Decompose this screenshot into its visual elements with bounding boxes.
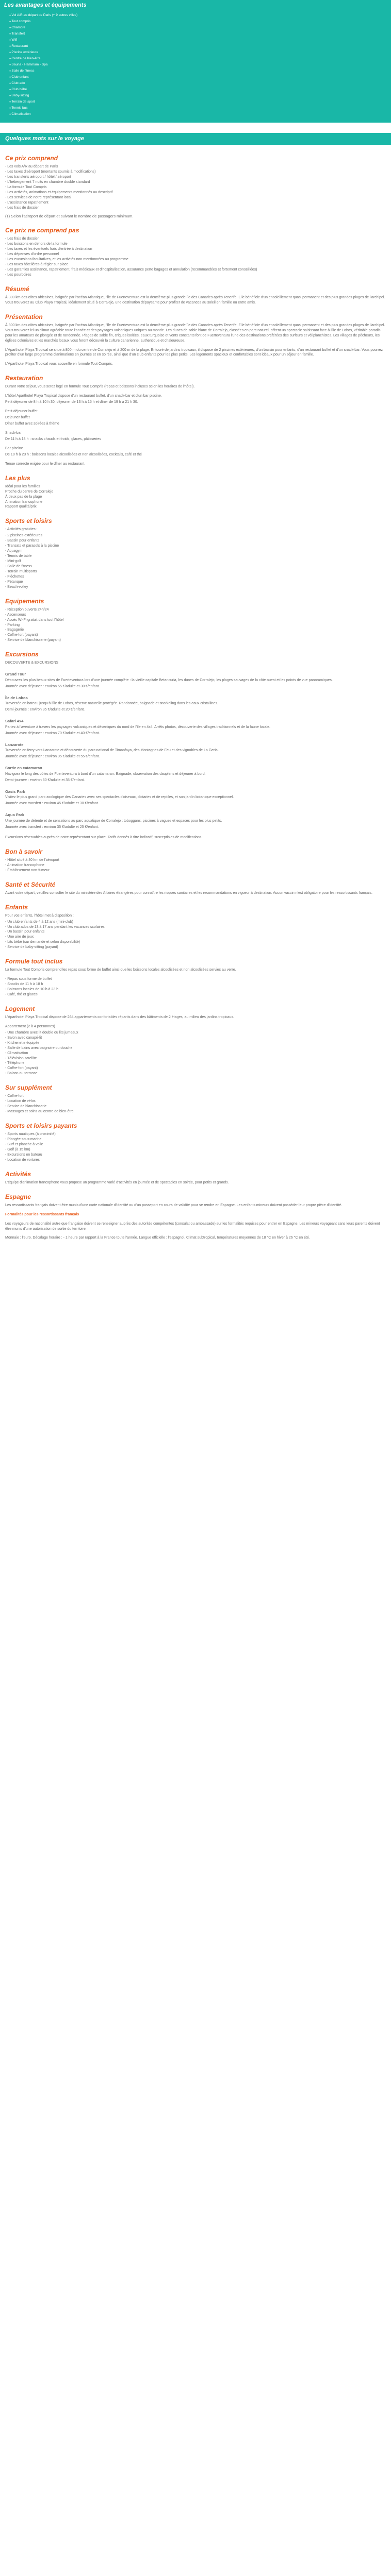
list-item: - Une aire de jeux — [5, 935, 34, 939]
supplements-title: Sur supplément — [5, 1084, 52, 1092]
excursion-price: Journée avec déjeuner : environ 55 €/adulte et 30 €/enfant. — [5, 684, 100, 688]
list-item: - Un bassin pour enfants — [5, 930, 45, 934]
amenity-item: ● Chambre — [9, 25, 382, 31]
accommodation-list — [5, 1030, 386, 1076]
good-to-know-title: Bon à savoir — [5, 848, 43, 855]
spain-title: Espagne — [5, 1193, 31, 1200]
list-item: - Fléchettes — [5, 574, 24, 579]
restauration-note: Tenue correcte exigée pour le dîner au restaurant. — [5, 462, 86, 466]
list-item: - Télévision satellite — [5, 1056, 37, 1060]
excursions-heading: DÉCOUVERTE & EXCURSIONS — [5, 661, 59, 665]
list-item: - La formule Tout Compris — [5, 185, 47, 189]
list-item: - Accès Wi-Fi gratuit dans tout l'hôtel — [5, 618, 64, 622]
excursion-item — [5, 696, 386, 713]
excursion-text: Traversée en bateau jusqu'à l'île de Lobos, réserve naturelle protégée. Randonnée, baignade et snorkeling dans les eaux cristallines. — [5, 702, 218, 706]
spain-text-3: Monnaie : l'euro. Décalage horaire : - 1 heure par rapport à la France toute l'année. Langue officielle : l'espagnol. Climat subtropical, températures moyennes de 18 °C en hiver à 26 °C en été. — [5, 1236, 310, 1240]
supplements-list — [5, 1094, 386, 1114]
list-item: - L'hébergement 7 nuits en chambre double standard — [5, 180, 90, 184]
list-item: - Repas sous forme de buffet — [5, 977, 52, 981]
children-list — [5, 920, 386, 951]
good-to-know-list — [5, 858, 386, 873]
restauration-breakfast: Petit déjeuner buffet — [5, 410, 38, 414]
plus-title: Les plus — [5, 474, 30, 482]
excursion-price: Demi-journée : environ 35 €/adulte et 20 €/enfant. — [5, 708, 85, 712]
plus-list — [5, 484, 386, 510]
list-item: - Snacks de 11 h à 18 h — [5, 982, 43, 987]
list-item: - Climatisation — [5, 1051, 28, 1055]
spain-text-2: Les voyageurs de nationalité autre que française doivent se renseigner auprès des autorités compétentes (consulat ou ambassade) sur les formalités requises pour entrer en Espagne. Les mineurs voyageant sans leurs parents doivent être munis d'une autorisation de sortie du territoire. — [5, 1222, 380, 1231]
list-item: - Service de blanchisserie (payant) — [5, 638, 61, 642]
excursion-item — [5, 719, 386, 736]
amenity-item: ● Baby-sitting — [9, 93, 382, 99]
list-item: - Un club ados de 13 à 17 ans pendant les vacances scolaires — [5, 925, 105, 929]
list-item: - Aquagym — [5, 549, 23, 553]
excursion-price: Journée avec transfert : environ 35 €/adulte et 25 €/enfant. — [5, 825, 99, 829]
list-item: - Location de voitures — [5, 1158, 40, 1162]
list-item: - Coffre-fort (payant) — [5, 1066, 38, 1071]
excursion-title: Oasis Park — [5, 789, 25, 794]
list-item: Proche du centre de Corralejo — [5, 489, 54, 494]
amenity-item: ● Centre de bien-être — [9, 56, 382, 62]
activities-title: Activités — [5, 1170, 31, 1178]
restauration-title: Restauration — [5, 375, 43, 382]
excursions-list — [5, 672, 386, 830]
excursion-title: Sortie en catamaran — [5, 766, 42, 771]
amenity-item: ● Restaurant — [9, 43, 382, 49]
list-item: - Boissons locales de 10 h à 23 h — [5, 988, 59, 992]
list-item: - Salle de fitness — [5, 565, 32, 569]
sports-title: Sports et loisirs — [5, 517, 52, 525]
list-item: - Les dépenses d'ordre personnel — [5, 252, 59, 257]
pool-bar-line: De 10 h à 23 h : boissons locales alcoolisées et non alcoolisées, cocktails, café et thé — [5, 452, 142, 456]
list-item: - Terrain multisports — [5, 569, 37, 573]
list-item: Animation francophone — [5, 500, 42, 504]
list-item: - 2 piscines extérieures — [5, 534, 42, 538]
list-item: - Ascenseurs — [5, 613, 26, 617]
excursion-item — [5, 812, 386, 830]
spain-formalities: Formalités pour les ressortissants français — [5, 1212, 79, 1216]
all-inclusive-text: La formule Tout Compris comprend les repas sous forme de buffet ainsi que les boissons locales alcoolisées et non alcoolisées servies au verre. — [5, 968, 236, 972]
list-item: - Un club enfants de 4 à 12 ans (mini-club) — [5, 920, 73, 924]
amenity-item: ● Club ado — [9, 80, 382, 87]
children-intro: Pour vos enfants, l'hôtel met à disposition : — [5, 913, 74, 918]
list-item: - Établissement non-fumeur — [5, 868, 50, 872]
amenity-item: ● Club enfant — [9, 74, 382, 80]
restauration-line-2: Petit déjeuner de 8 h à 10 h 30, déjeuner de 13 h à 15 h et dîner de 19 h à 21 h 30. — [5, 400, 138, 404]
children-title: Enfants — [5, 903, 28, 911]
list-item: - Les taxes et les éventuels frais d'entrée à destination — [5, 247, 92, 251]
list-item: Rapport qualité/prix — [5, 505, 37, 509]
list-item: - Les garanties assistance, rapatriement, frais médicaux et d'hospitalisation, assurance perte bagages et annulation (recommandées et fortement conseillées) — [5, 267, 257, 272]
list-item: - Tennis de table — [5, 554, 32, 558]
excursion-item — [5, 766, 386, 783]
list-item: - Salle de bains avec baignoire ou douche — [5, 1046, 73, 1050]
amenity-item: ● Transfert — [9, 31, 382, 37]
equipment-list — [5, 607, 386, 643]
list-item: - Service de blanchisserie — [5, 1105, 47, 1109]
amenity-item: ● Salle de fitness — [9, 68, 382, 74]
amenity-item: ● Sauna - Hammam - Spa — [9, 62, 382, 68]
paid-activities-title: Sports et loisirs payants — [5, 1122, 77, 1130]
list-item: - Location de vélos — [5, 1099, 36, 1104]
list-item: - Les activités, animations et équipements mentionnés au descriptif — [5, 190, 113, 194]
accommodation-details-title: Appartement (2 à 4 personnes) — [5, 1024, 55, 1028]
list-item: - Réception ouverte 24h/24 — [5, 607, 49, 612]
list-item: - Beach-volley — [5, 585, 28, 589]
all-inclusive-title: Formule tout inclus — [5, 958, 63, 965]
summary-text: À 300 km des côtes africaines, baignée par l'océan Atlantique, l'île de Fuerteventura est la deuxième plus grande île des Canaries après Tenerife. Elle bénéficie d'un ensoleillement quasi permanent et des plus grandes plages de l'archipel. Vous trouverez au Club Playa Tropical, idéalement situé à Corralejo, une destination dépaysante pour profiter de vacances au soleil en famille ou entre amis. — [5, 295, 385, 304]
excursion-title: Île de Lobos — [5, 695, 28, 700]
list-item: - Les pourboires — [5, 273, 31, 277]
list-item: - Les taxes d'aéroport (montants soumis à modifications) — [5, 170, 96, 174]
list-item: - Massages et soins au centre de bien-être — [5, 1110, 74, 1114]
excursion-item — [5, 789, 386, 807]
list-item: - Les frais de dossier — [5, 206, 39, 210]
list-item: - Transats et parasols à la piscine — [5, 544, 59, 548]
list-item: - Kitchenette équipée — [5, 1041, 40, 1045]
list-item: - L'assistance rapatriement — [5, 200, 48, 205]
sports-intro: - Activités gratuites : — [5, 528, 38, 532]
amenity-item: ● Club bébé — [9, 87, 382, 93]
price-includes-note: (1) Selon l'aéroport de départ et suivant le nombre de passagers minimum. — [5, 213, 134, 218]
paid-activities-list — [5, 1132, 386, 1163]
list-item: - Golf (à 15 km) — [5, 1147, 30, 1151]
summary-title: Résumé — [5, 285, 29, 293]
excursion-text: Partez à l'aventure à travers les paysages volcaniques et désertiques du nord de l'île en 4x4. Arrêts photos, découverte des villages traditionnels et de la faune locale. — [5, 725, 270, 729]
presentation-text-1: À 300 km des côtes africaines, baignée par l'océan Atlantique, l'île de Fuerteventura est la deuxième plus grande île des Canaries après Tenerife. Elle bénéficie d'un ensoleillement quasi permanent et des plus grandes plages de l'archipel. Vous trouverez ici un climat agréable toute l'année et des paysages volcaniques uniques au monde. Les dunes de sable blanc de Corralejo, classées en parc naturel, offrent un spectacle saisissant face à l'île de Lobos, véritable paradis pour les amateurs de plongée et de randonnée. Plages de sable fin, criques isolées, eaux turquoise et vents constants font de Fuerteventura l'une des destinations préférées des surfeurs et véliplanchistes. Les villages de pêcheurs, les églises coloniales et les marchés locaux vous feront découvrir la culture canarienne, authentique et chaleureuse. — [5, 323, 385, 343]
list-item: - Bassin pour enfants — [5, 539, 40, 543]
excursion-title: Grand Tour — [5, 672, 26, 677]
price-includes-title: Ce prix comprend — [5, 155, 58, 162]
excursion-price: Journée avec transfert : environ 45 €/adulte et 30 €/enfant. — [5, 802, 99, 806]
excursion-text: Visitez le plus grand parc zoologique des Canaries avec ses spectacles d'oiseaux, d'otaries et de reptiles, et son jardin botanique exceptionnel. — [5, 795, 234, 800]
excursion-title: Lanzarote — [5, 742, 24, 747]
all-inclusive-list — [5, 977, 386, 997]
amenity-item: ● Piscine extérieure — [9, 49, 382, 56]
equipment-title: Equipements — [5, 597, 44, 605]
list-item: - Hôtel situé à 40 km de l'aéroport — [5, 858, 59, 862]
health-title: Santé et Sécurité — [5, 880, 56, 888]
amenity-item: ● Tout compris — [9, 19, 382, 25]
price-excludes-list — [5, 236, 386, 278]
list-item: - Café, thé et glaces — [5, 993, 38, 996]
accommodation-text: L'Aparthotel Playa Tropical dispose de 264 appartements confortables répartis dans des bâtiments de 2 étages, au milieu des jardins tropicaux. — [5, 1015, 234, 1019]
amenities-list — [0, 11, 391, 123]
list-item: - Service de baby-sitting (payant) — [5, 945, 58, 950]
excursion-title: Aqua Park — [5, 812, 25, 818]
list-item: - Surf et planche à voile — [5, 1142, 43, 1146]
amenities-band — [0, 0, 391, 123]
list-item: - Plongée sous-marine — [5, 1138, 42, 1142]
list-item: - Les boissons en dehors de la formule — [5, 242, 68, 246]
accommodation-title: Logement — [5, 1005, 35, 1012]
list-item: - Téléphone — [5, 1061, 25, 1065]
excursion-text: Traversée en ferry vers Lanzarote et découverte du parc national de Timanfaya, des Montagnes de Feu et des vignobles de La Geria. — [5, 749, 219, 753]
list-item: - Les services de notre représentant local — [5, 195, 72, 199]
list-item: - Pétanque — [5, 580, 23, 584]
restauration-lunch: Déjeuner buffet — [5, 416, 30, 420]
sports-list — [5, 533, 386, 589]
list-item: - Bagagerie — [5, 628, 24, 632]
restauration-intro: Durant votre séjour, vous serez logé en formule Tout Compris (repas et boissons incluses selon les horaires de l'hôtel). — [5, 385, 195, 389]
pool-bar-title: Bar piscine — [5, 446, 23, 450]
list-item: - Les transferts aéroport / hôtel / aéroport — [5, 175, 71, 179]
spain-text: Les ressortissants français doivent être munis d'une carte nationale d'identité ou d'un passeport en cours de validité pour se rendre en Espagne. Les enfants mineurs doivent posséder leur propre pièce d'identité. — [5, 1203, 343, 1207]
list-item: - Excursions en bateau — [5, 1153, 42, 1157]
list-item: - Les frais de dossier — [5, 237, 39, 241]
restauration-dinner: Dîner buffet avec soirées à thème — [5, 422, 59, 426]
amenities-title: Les avantages et équipements — [4, 2, 87, 8]
amenity-item: ● Vol A/R au départ de Paris (+ 9 autres villes) — [9, 12, 382, 19]
excursion-text: Naviguez le long des côtes de Fuerteventura à bord d'un catamaran. Baignade, observation des dauphins et déjeuner à bord. — [5, 772, 206, 776]
snack-bar-title: Snack-bar — [5, 431, 22, 435]
excursion-text: Découvrez les plus beaux sites de Fuerteventura lors d'une journée complète : la vieille capitale Betancuria, les dunes de Corralejo, les plages sauvages de la côte ouest et les points de vue panoramiques. — [5, 678, 333, 682]
excursion-item — [5, 742, 386, 760]
amenity-item: ● Wifi — [9, 37, 382, 43]
restauration-line-1: L'hôtel Aparthotel Playa Tropical dispose d'un restaurant buffet, d'un snack-bar et d'un bar piscine. — [5, 394, 162, 398]
excursion-item — [5, 672, 386, 689]
list-item: - Parking — [5, 623, 20, 627]
list-item: - Animation francophone — [5, 863, 44, 867]
excursions-note: Excursions réservables auprès de notre représentant sur place. Tarifs donnés à titre indicatif, susceptibles de modifications. — [5, 835, 203, 839]
list-item: - Salon avec canapé-lit — [5, 1036, 42, 1040]
amenity-item: ● Climatisation — [9, 111, 382, 117]
activities-text: L'équipe d'animation francophone vous propose un programme varié d'activités en journée et de spectacles en soirée, pour petits et grands. — [5, 1180, 229, 1184]
list-item: - Coffre-fort (payant) — [5, 633, 38, 637]
excursion-title: Safari 4x4 — [5, 719, 24, 724]
excursion-text: Une journée de détente et de sensations au parc aquatique de Corralejo : toboggans, piscines à vagues et espaces pour les plus petits. — [5, 819, 222, 823]
list-item: - Lits bébé (sur demande et selon disponibilité) — [5, 940, 80, 944]
amenity-item: ● Terrain de sport — [9, 99, 382, 105]
trip-details — [0, 145, 391, 1247]
list-item: - Sports nautiques (à proximité) — [5, 1132, 56, 1137]
quick-words-bar: Quelques mots sur le voyage — [0, 133, 391, 145]
price-includes-list — [5, 164, 386, 210]
excursion-price: Journée avec déjeuner : environ 95 €/adulte et 55 €/enfant. — [5, 755, 100, 759]
health-text: Avant votre départ, veuillez consulter le site du ministère des Affaires étrangères pour connaître les risques sanitaires et les recommandations en vigueur à destination. Aucun vaccin n'est obligatoire pour les ressortissants français. — [5, 891, 372, 895]
amenity-item: ● Tennis bus — [9, 105, 382, 111]
snack-bar-line: De 11 h à 18 h : snacks chauds et froids, glaces, pâtisseries — [5, 437, 101, 441]
excursion-price: Journée avec déjeuner : environ 70 €/adulte et 40 €/enfant. — [5, 731, 100, 735]
list-item: - Les taxes hôtelières à régler sur place — [5, 263, 69, 267]
list-item: - Les excursions facultatives, et les activités non mentionnées au programme — [5, 258, 128, 262]
list-item: - Mini-golf — [5, 560, 21, 564]
list-item: - Balcon ou terrasse — [5, 1072, 38, 1076]
excursions-title: Excursions — [5, 651, 39, 658]
presentation-note: L'Aparthotel Playa Tropical vous accueille en formule Tout Compris. — [5, 362, 113, 366]
list-item: - Les vols A/R au départ de Paris — [5, 165, 58, 169]
list-item: À deux pas de la plage — [5, 495, 42, 499]
presentation-title: Présentation — [5, 313, 43, 320]
excursion-price: Demi-journée : environ 60 €/adulte et 35 €/enfant. — [5, 778, 85, 782]
presentation-text-2: L'Aparthotel Playa Tropical se situe à 800 m du centre de Corralejo et à 200 m de la plage. Entouré de jardins tropicaux, il dispose de 2 piscines extérieures, d'un bassin pour enfants, d'un restaurant buffet et d'un snack-bar. Vous pourrez profiter d'un large programme d'animations en journée et en soirée, ainsi que d'un club enfants pour les plus petits. Les logements spacieux et confortables sont idéaux pour un séjour en famille. — [5, 348, 383, 357]
price-excludes-title: Ce prix ne comprend pas — [5, 227, 79, 234]
list-item: Idéal pour les familles — [5, 484, 40, 488]
list-item: - Coffre-fort — [5, 1094, 24, 1098]
list-item: - Une chambre avec lit double ou lits jumeaux — [5, 1030, 78, 1035]
